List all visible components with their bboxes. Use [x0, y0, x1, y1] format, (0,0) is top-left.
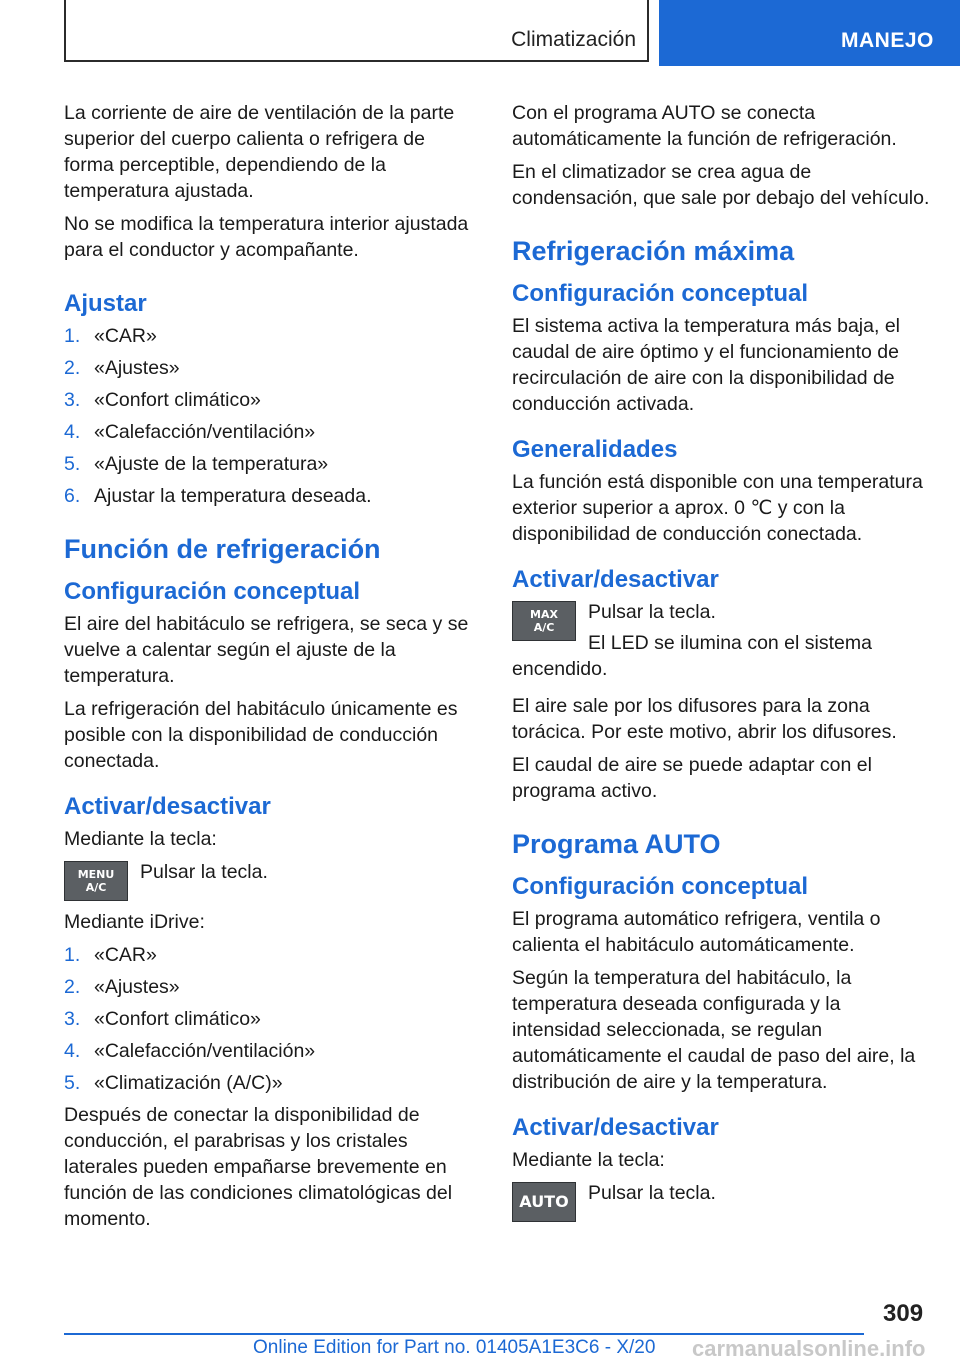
step-text: «CAR» — [94, 944, 157, 966]
max-ac-key-icon — [512, 601, 576, 641]
paragraph: Con el programa AUTO se conecta automáticamente la función de refrigeración. — [512, 102, 897, 150]
menu-ac-key-icon — [64, 861, 128, 901]
list-item — [64, 483, 474, 509]
list-item — [64, 974, 474, 1000]
step-text: «Calefacción/ventilación» — [94, 1040, 316, 1062]
paragraph: En el climatizador se crea agua de condensación, que sale por debajo del vehículo. — [512, 161, 930, 209]
step-text: «Confort climático» — [94, 1008, 261, 1030]
left-column — [64, 100, 474, 1239]
paragraph: La corriente de aire de ventilación de la parte superior del cuerpo calienta o refrigera de forma perceptible, dependiendo de la temperatura ajustada. — [64, 102, 455, 202]
step-number: 1. — [64, 325, 81, 347]
page-header — [0, 0, 960, 66]
heading-generalidades: Generalidades — [512, 436, 678, 463]
list-item — [64, 1006, 474, 1032]
paragraph: El aire sale por los difusores para la zona torácica. Por este motivo, abrir los difusores. — [512, 695, 897, 743]
right-column — [512, 100, 932, 1230]
header-chapter-label: MANEJO — [841, 29, 934, 52]
paragraph: Mediante iDrive: — [64, 911, 205, 933]
step-text: «Climatización (A/C)» — [94, 1072, 283, 1094]
key-instruction — [64, 859, 474, 909]
paragraph: No se modifica la temperatura interior ajustada para el conductor y acompañante. — [64, 213, 469, 261]
page-number: 309 — [883, 1300, 924, 1327]
paragraph: La refrigeración del habitáculo únicamente es posible con la disponibilidad de conducción conectada. — [64, 698, 458, 772]
step-text: «Ajustes» — [94, 357, 180, 379]
paragraph: El aire del habitáculo se refrigera, se seca y se vuelve a calentar según el ajuste de la temperatura. — [64, 613, 469, 687]
step-number: 2. — [64, 976, 81, 998]
paragraph: Mediante la tecla: — [64, 828, 217, 850]
list-item — [64, 1070, 474, 1096]
paragraph: Después de conectar la disponibilidad de conducción, el parabrisas y los cristales laterales pueden empañarse brevemente en función de las condiciones climatológicas del momento. — [64, 1104, 453, 1230]
list-item — [64, 419, 474, 445]
list-item — [64, 942, 474, 968]
step-number: 3. — [64, 1008, 81, 1030]
key-instruction — [512, 1180, 932, 1230]
auto-key-icon — [512, 1182, 576, 1222]
paragraph: El sistema activa la temperatura más baja, el caudal de aire óptimo y el funcionamiento de recirculación de aire con la disponibilidad de conducción activada. — [512, 315, 901, 415]
heading-configuracion-conceptual: Configuración conceptual — [64, 578, 361, 605]
heading-activar-desactivar: Activar/desactivar — [512, 566, 719, 593]
key-label: AUTO — [519, 1192, 569, 1211]
footer-edition: Online Edition for Part no. 01405A1E3C6 - X/20 — [253, 1337, 656, 1358]
paragraph: El caudal de aire se puede adaptar con el programa activo. — [512, 754, 872, 802]
header-chapter-tab — [659, 0, 960, 66]
heading-configuracion-conceptual: Configuración conceptual — [512, 280, 809, 307]
step-text: «Calefacción/ventilación» — [94, 421, 316, 443]
paragraph: Pulsar la tecla. — [588, 1182, 716, 1204]
step-number: 4. — [64, 421, 81, 443]
footer-divider — [64, 1333, 864, 1335]
paragraph: La función está disponible con una temperatura exterior superior a aprox. 0 ℃ y con la disponibilidad de conducción conectada. — [512, 471, 923, 545]
steps-list-ajustar — [64, 323, 474, 509]
key-label-line2: A/C — [533, 621, 555, 634]
step-number: 5. — [64, 1072, 81, 1094]
heading-programa-auto: Programa AUTO — [512, 829, 721, 859]
heading-configuracion-conceptual: Configuración conceptual — [512, 873, 809, 900]
heading-ajustar: Ajustar — [64, 290, 147, 317]
step-number: 4. — [64, 1040, 81, 1062]
step-text: «Ajuste de la temperatura» — [94, 453, 329, 475]
step-number: 3. — [64, 389, 81, 411]
heading-refrigeracion-maxima: Refrigeración máxima — [512, 236, 795, 266]
step-number: 1. — [64, 944, 81, 966]
step-text: «Ajustes» — [94, 976, 180, 998]
paragraph: Según la temperatura del habitáculo, la temperatura deseada configurada y la intensidad seleccionada, se regulan automáticamente el caudal de paso del aire, la distribución de aire y la temperatura. — [512, 967, 916, 1093]
step-number: 2. — [64, 357, 81, 379]
step-text: «CAR» — [94, 325, 157, 347]
key-label-line1: MAX — [530, 608, 558, 621]
watermark: carmanualsonline.info — [692, 1336, 926, 1361]
list-item — [64, 1038, 474, 1064]
heading-activar-desactivar: Activar/desactivar — [64, 793, 271, 820]
list-item — [64, 387, 474, 413]
list-item — [64, 451, 474, 477]
paragraph: El LED se ilumina con el sistema encendido. — [512, 632, 872, 680]
step-text: «Confort climático» — [94, 389, 261, 411]
step-number: 5. — [64, 453, 81, 475]
list-item — [64, 323, 474, 349]
step-text: Ajustar la temperatura deseada. — [94, 485, 372, 507]
list-item — [64, 355, 474, 381]
step-number: 6. — [64, 485, 81, 507]
key-label-line1: MENU — [77, 868, 115, 881]
paragraph: Pulsar la tecla. — [588, 601, 716, 623]
heading-activar-desactivar: Activar/desactivar — [512, 1114, 719, 1141]
paragraph: El programa automático refrigera, ventila o calienta el habitáculo automáticamente. — [512, 908, 881, 956]
key-instruction — [512, 599, 932, 687]
heading-funcion-refrigeracion: Función de refrigeración — [64, 534, 381, 564]
steps-list-idrive — [64, 942, 474, 1096]
paragraph: Pulsar la tecla. — [140, 861, 268, 883]
key-label-line2: A/C — [85, 881, 107, 894]
header-section-title: Climatización — [511, 28, 636, 51]
paragraph: Mediante la tecla: — [512, 1149, 665, 1171]
